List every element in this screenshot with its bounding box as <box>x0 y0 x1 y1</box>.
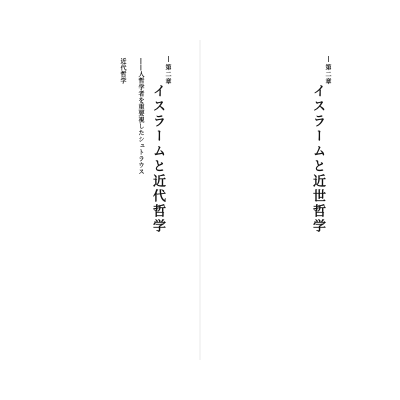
chapter-mark-rule-left <box>168 56 169 62</box>
left-body-text <box>14 58 112 328</box>
chapter-title: イスラームと近世哲学 <box>310 84 325 234</box>
section-subhead: ――人哲学者を重要視したシュトラウス <box>137 58 144 175</box>
section-label: 近代哲学 <box>119 58 126 84</box>
chapter-label-left: 第二章 <box>164 64 171 85</box>
right-page <box>200 0 400 400</box>
chapter-label: 第二章 <box>324 64 331 85</box>
right-body-text <box>218 58 300 328</box>
chapter-mark-rule <box>328 56 329 62</box>
chapter-title-left: イスラームと近代哲学 <box>150 84 165 234</box>
